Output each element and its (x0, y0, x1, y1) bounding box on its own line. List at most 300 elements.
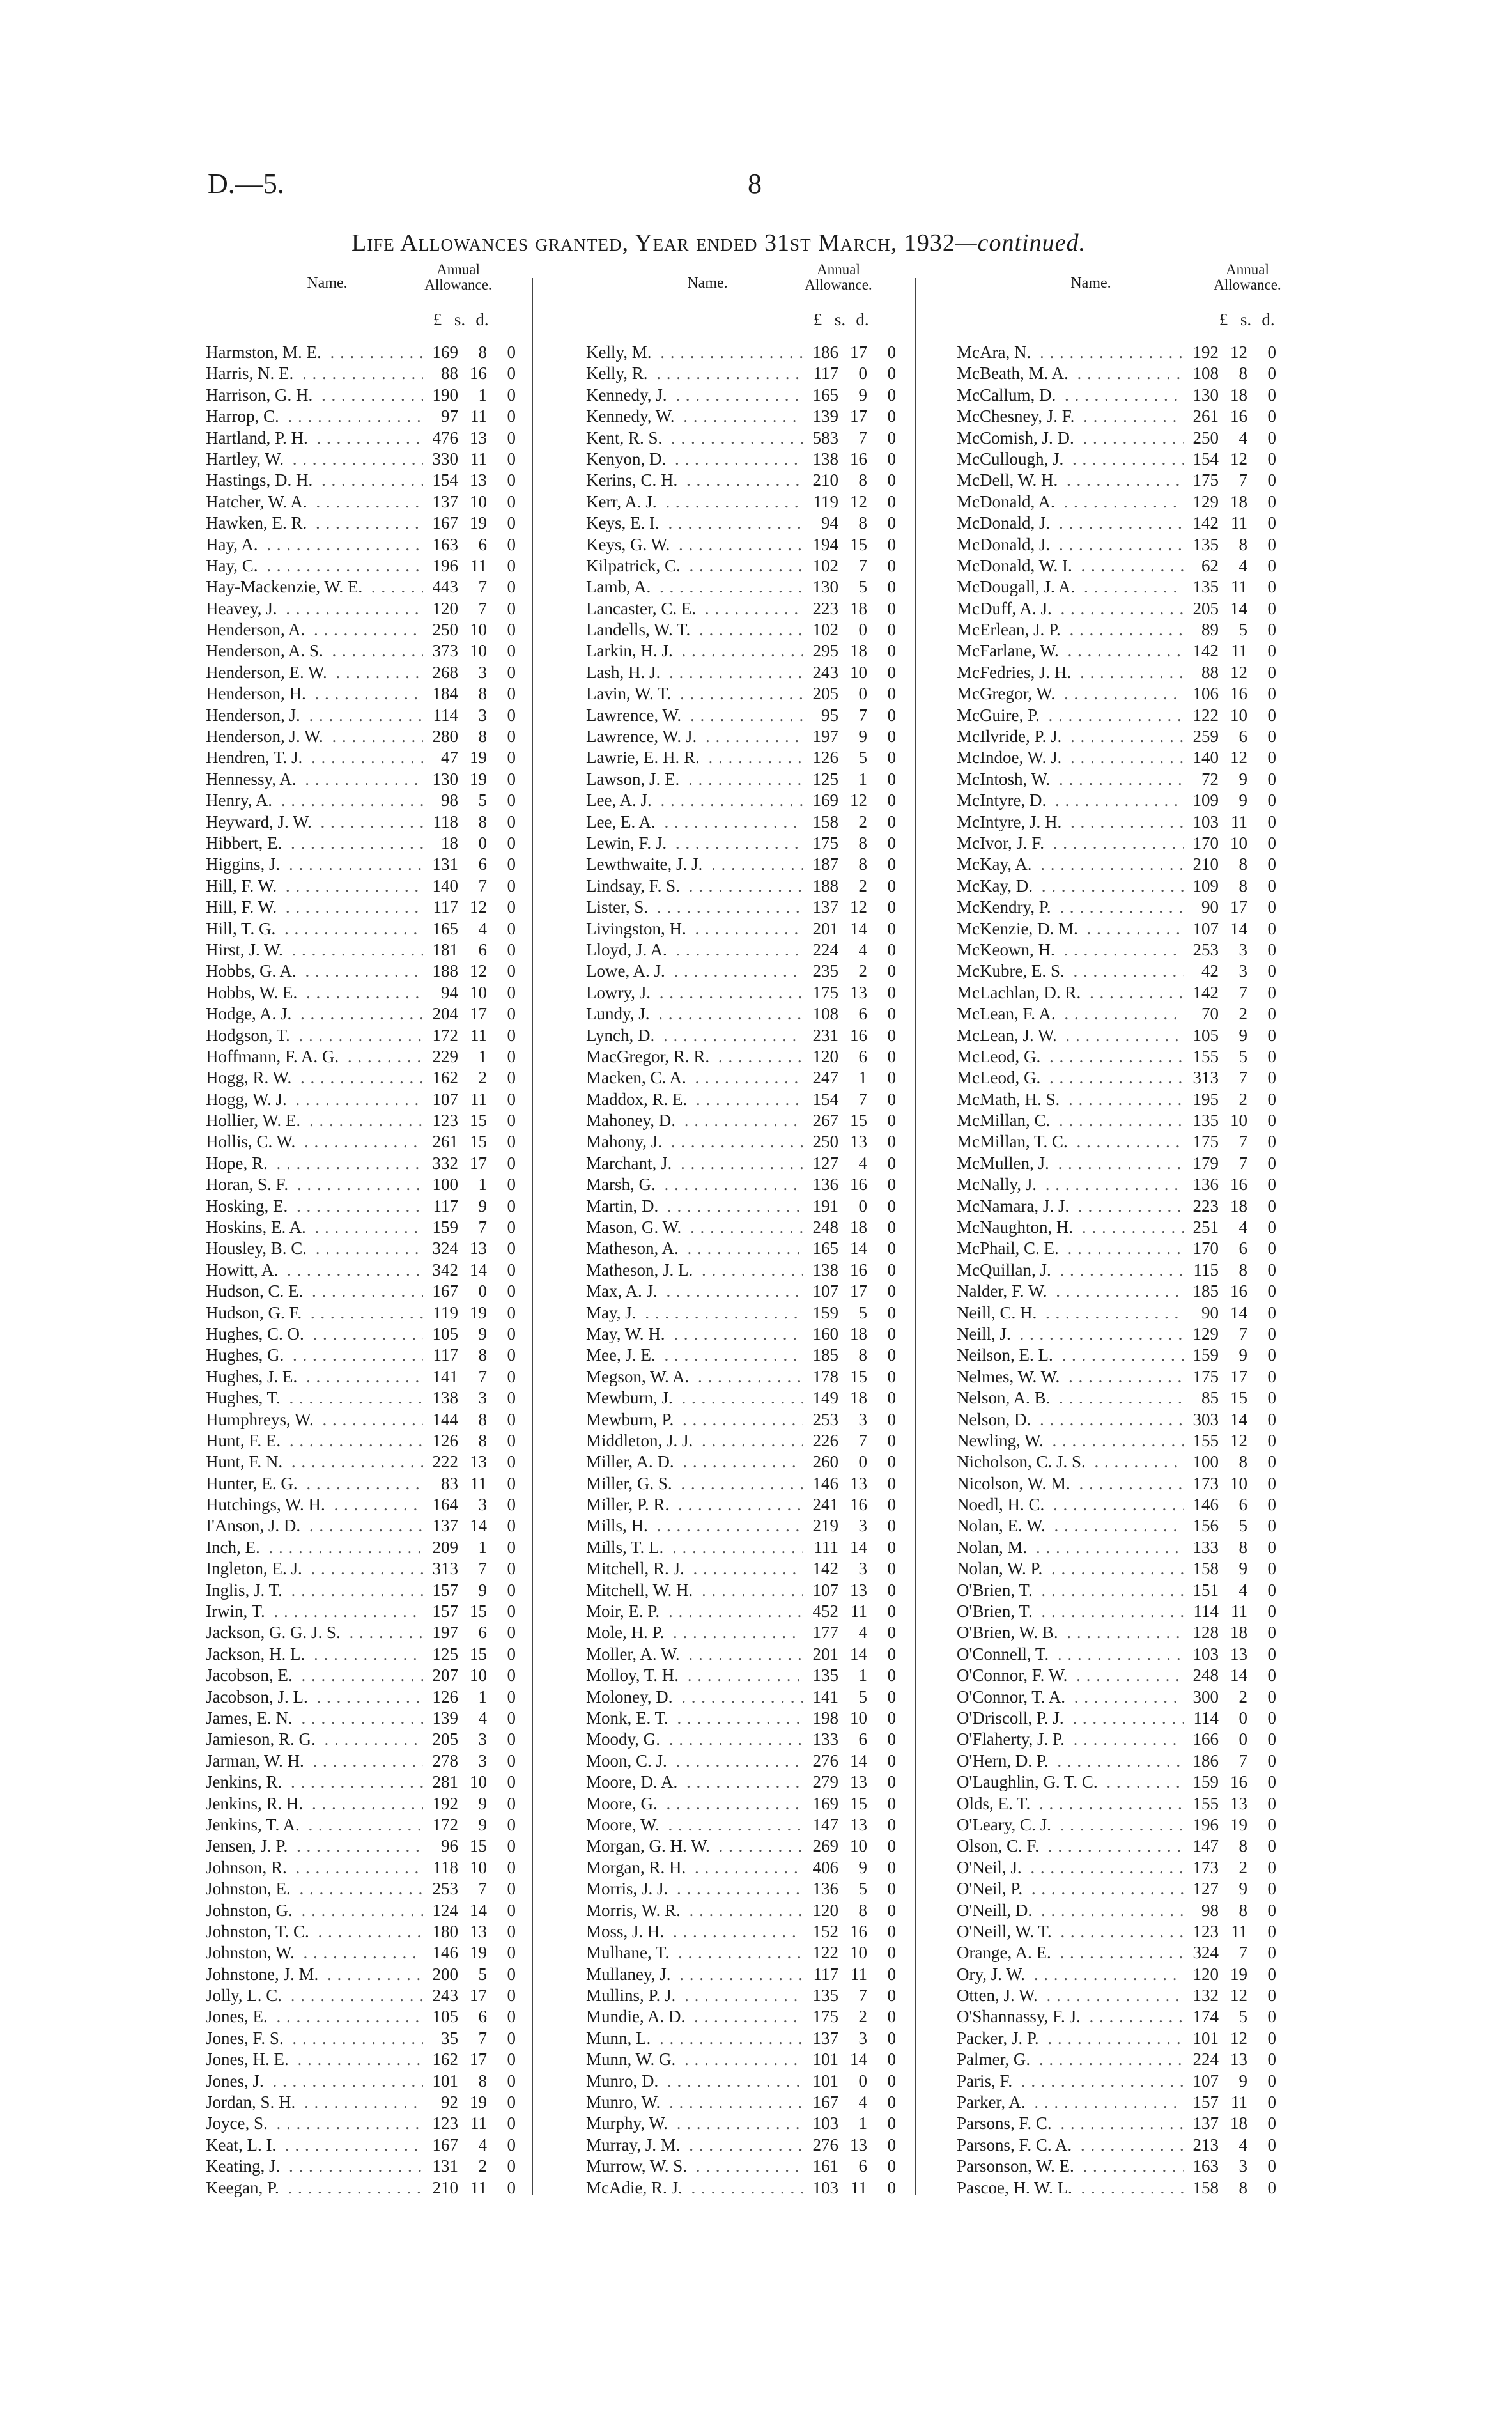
pounds-value: 197 (812, 727, 838, 746)
pence-value: 0 (1267, 1964, 1276, 1984)
recipient-name-text: Moore, D. A. (586, 1772, 681, 1791)
pence-value: 0 (887, 2092, 896, 2112)
recipient-name (957, 1515, 1184, 1536)
table-row (957, 1025, 1334, 1046)
recipient-name-text: McCallum, D. (957, 385, 1060, 405)
pounds-value: 281 (432, 1772, 458, 1792)
pence-value: 0 (887, 1729, 896, 1749)
recipient-name (206, 1814, 423, 1836)
pounds-value: 222 (432, 1452, 458, 1472)
recipient-name (206, 1366, 423, 1388)
recipient-name-text: Nelmes, W. W. (957, 1367, 1063, 1386)
recipient-name (957, 812, 1184, 833)
table-row (586, 2049, 941, 2070)
shillings-value: 6 (478, 534, 487, 554)
recipient-name (586, 1772, 803, 1793)
table-row (957, 1793, 1334, 1814)
recipient-name-text: Paris, F. (957, 2071, 1016, 2091)
recipient-name (586, 683, 803, 704)
shillings-value: 11 (470, 1473, 487, 1493)
pounds-value: 173 (1192, 1473, 1219, 1493)
recipient-name (957, 1921, 1184, 1942)
pounds-value: 142 (1192, 982, 1219, 1002)
recipient-name-text: O'Leary, C. J. (957, 1815, 1055, 1834)
recipient-name-text: O'Laughlin, G. T. C. (957, 1772, 1102, 1791)
shillings-value: 13 (470, 1452, 487, 1472)
pence-value: 0 (1267, 577, 1276, 597)
shillings-value: 16 (470, 364, 487, 383)
pence-value: 0 (887, 428, 896, 447)
recipient-name (206, 897, 423, 918)
pounds-value: 94 (441, 982, 458, 1002)
table-row (957, 1644, 1334, 1665)
pounds-value: 324 (1192, 1943, 1219, 1963)
recipient-name (206, 491, 423, 513)
pence-value: 0 (1267, 2007, 1276, 2027)
recipient-name (586, 1110, 803, 1131)
recipient-name (206, 385, 423, 406)
recipient-name (586, 1942, 803, 1963)
table-row (957, 576, 1334, 598)
recipient-name (206, 1260, 423, 1281)
pounds-value: 169 (432, 343, 458, 362)
recipient-name-text: Ory, J. W. (957, 1965, 1029, 1984)
shillings-value: 8 (1238, 2177, 1247, 2197)
pounds-value: 105 (432, 1324, 458, 1343)
recipient-name (206, 1345, 423, 1366)
table-row (957, 726, 1334, 747)
recipient-name (586, 1729, 803, 1750)
table-row (586, 1942, 941, 1963)
shillings-value: 2 (1238, 1089, 1247, 1109)
table-row (586, 1985, 941, 2006)
recipient-name-text: Lee, A. J. (586, 791, 656, 810)
shillings-value: 8 (478, 727, 487, 746)
recipient-name (586, 662, 803, 683)
shillings-value: 9 (478, 1580, 487, 1600)
allowances-table (206, 261, 1331, 2197)
pounds-value: 95 (821, 705, 838, 725)
pounds-value: 235 (812, 961, 838, 981)
pounds-value: 101 (812, 2071, 838, 2091)
pounds-value: 120 (812, 1046, 838, 1066)
recipient-name (206, 1665, 423, 1686)
shillings-value: 4 (858, 1623, 867, 1643)
pounds-value: 135 (1192, 1111, 1219, 1131)
pence-value: 0 (887, 876, 896, 895)
table-row (206, 619, 560, 640)
table-row (957, 1303, 1334, 1324)
recipient-name (957, 1665, 1184, 1686)
pence-value: 0 (1267, 1345, 1276, 1365)
shillings-value: 16 (850, 1175, 867, 1195)
recipient-name-text: Johnston, T. C. (206, 1922, 313, 1941)
table-row (206, 1942, 560, 1963)
recipient-name (957, 790, 1184, 811)
pounds-value: 154 (432, 470, 458, 490)
table-row (586, 1964, 941, 1985)
table-row (957, 2006, 1334, 2027)
recipient-name (957, 1985, 1184, 2006)
recipient-name (206, 1964, 423, 1985)
recipient-name-text: Mundie, A. D. (586, 2007, 689, 2026)
table-row (586, 1687, 941, 1708)
shillings-value: 1 (478, 1175, 487, 1195)
pounds-value: 117 (433, 1345, 458, 1365)
shillings-value: 7 (858, 1986, 867, 2006)
pounds-value: 295 (812, 641, 838, 661)
pounds-value: 90 (1201, 897, 1219, 917)
recipient-name-text: Hobbs, G. A. (206, 961, 300, 980)
pounds-value: 175 (812, 2007, 838, 2027)
pence-value: 0 (887, 1900, 896, 1920)
allowance-header-line1: Annual (1226, 261, 1269, 277)
shillings-value: 11 (851, 1602, 867, 1621)
recipient-name-text: Hastings, D. H. (206, 470, 316, 490)
shillings-value: 8 (1238, 1260, 1247, 1280)
table-row (586, 2177, 941, 2199)
shillings-value: 5 (858, 1687, 867, 1706)
recipient-name (586, 1281, 803, 1302)
recipient-name (957, 1345, 1184, 1366)
pence-value: 0 (887, 1281, 896, 1301)
recipient-name-text: McIndoe, W. J. (957, 748, 1065, 767)
recipient-name-text: Kilpatrick, C. (586, 556, 684, 575)
table-row (957, 363, 1334, 384)
table-row (586, 1324, 941, 1345)
pence-value: 0 (887, 1046, 896, 1066)
table-row (206, 1772, 560, 1793)
pounds-value: 166 (1192, 1729, 1219, 1749)
recipient-name-text: Lawson, J. E. (586, 769, 683, 789)
shillings-value: 9 (478, 1196, 487, 1216)
pounds-value: 278 (432, 1751, 458, 1770)
recipient-name (586, 1046, 803, 1067)
table-row (957, 1921, 1334, 1942)
table-row (957, 1131, 1334, 1152)
recipient-name-text: Lancaster, C. E. (586, 599, 700, 618)
table-row (957, 428, 1334, 449)
pounds-value: 195 (1192, 1089, 1219, 1109)
shillings-value: 6 (478, 2007, 487, 2027)
table-row (957, 406, 1334, 427)
table-row (957, 1751, 1334, 1772)
pounds-value: 122 (812, 1943, 838, 1963)
pounds-value: 157 (432, 1602, 458, 1621)
shillings-value: 16 (850, 1025, 867, 1045)
shillings-value: 5 (1238, 2007, 1247, 2027)
recipient-name-text: Lindsay, F. S. (586, 876, 684, 895)
table-row (206, 1558, 560, 1579)
shillings-value: 0 (858, 364, 867, 383)
pounds-value: 269 (812, 1836, 838, 1856)
pence-value: 0 (1267, 1623, 1276, 1643)
recipient-name-text: Kent, R. S. (586, 428, 666, 447)
pence-value: 0 (507, 2135, 516, 2154)
table-row (586, 726, 941, 747)
allowance-header (410, 262, 506, 293)
recipient-name (586, 790, 803, 811)
recipient-name (586, 897, 803, 918)
table-row (957, 812, 1334, 833)
table-row (957, 555, 1334, 576)
pounds-value: 279 (812, 1772, 838, 1792)
shillings-value: 5 (858, 577, 867, 597)
table-row (206, 1622, 560, 1643)
pounds-value: 173 (1192, 1857, 1219, 1877)
recipient-name-text: Landells, W. T. (586, 620, 694, 639)
recipient-name-text: Lundy, J. (586, 1004, 654, 1023)
pence-value: 0 (507, 428, 516, 447)
pounds-value: 342 (432, 1260, 458, 1280)
pence-value: 0 (507, 385, 516, 405)
recipient-name-text: May, J. (586, 1303, 640, 1322)
pence-value: 0 (1267, 1708, 1276, 1728)
shillings-value: 16 (850, 1921, 867, 1941)
recipient-name-text: McErlean, J. P. (957, 620, 1065, 639)
recipient-name (957, 961, 1184, 982)
table-row (957, 1622, 1334, 1643)
pence-value: 0 (1267, 534, 1276, 554)
allowance-header-line2: Allowance. (805, 277, 872, 293)
pence-value: 0 (887, 1793, 896, 1813)
table-row (586, 1046, 941, 1067)
recipient-name-text: Kelly, M. (586, 343, 656, 362)
recipient-name (586, 2156, 803, 2177)
shillings-value: 7 (1238, 1068, 1247, 1088)
pounds-value: 192 (1192, 343, 1219, 362)
recipient-name (586, 1451, 803, 1473)
pence-value: 0 (887, 1580, 896, 1600)
pence-value: 0 (507, 1196, 516, 1216)
pounds-value: 175 (812, 982, 838, 1002)
recipient-name (586, 2049, 803, 2070)
pounds-value: 146 (1192, 1495, 1219, 1515)
pounds-value: 107 (812, 1580, 838, 1600)
recipient-name (586, 1260, 803, 1281)
table-row (957, 769, 1334, 790)
pounds-value: 62 (1201, 555, 1219, 575)
pence-value: 0 (1267, 684, 1276, 704)
shillings-value: 18 (850, 641, 867, 661)
shillings-value: 8 (858, 833, 867, 853)
recipient-name (206, 683, 423, 704)
pounds-value: 117 (433, 897, 458, 917)
pounds-value: 140 (1192, 748, 1219, 768)
table-row (206, 640, 560, 661)
shillings-value: 7 (858, 555, 867, 575)
table-row (206, 1217, 560, 1238)
recipient-name (957, 1196, 1184, 1217)
recipient-name (586, 1473, 803, 1494)
shillings-value: 7 (478, 598, 487, 618)
shillings-value: 6 (858, 2156, 867, 2176)
shillings-value: 8 (1238, 534, 1247, 554)
shillings-value: 17 (470, 2050, 487, 2069)
table-row (957, 1238, 1334, 1259)
recipient-name (586, 1153, 803, 1174)
shillings-value: 9 (478, 1793, 487, 1813)
pence-value: 0 (1267, 1495, 1276, 1515)
shillings-value: 9 (1238, 1559, 1247, 1579)
pounds-value: 123 (432, 2114, 458, 2133)
table-row (586, 2071, 941, 2092)
shillings-value: 0 (858, 684, 867, 704)
recipient-name-text: Lloyd, J. A. (586, 940, 671, 959)
pence-value: 0 (887, 748, 896, 768)
pence-value: 0 (887, 791, 896, 810)
table-row (957, 1580, 1334, 1601)
pounds-value: 231 (812, 1025, 838, 1045)
table-row (957, 854, 1334, 875)
table-column-2 (586, 261, 941, 2197)
shillings-value: 5 (1238, 1046, 1247, 1066)
recipient-name (957, 2049, 1184, 2070)
shillings-value: 9 (1238, 1025, 1247, 1045)
recipient-name-text: Heyward, J. W. (206, 812, 316, 831)
recipient-name (957, 2135, 1184, 2156)
recipient-name-text: Martin, D. (586, 1196, 662, 1216)
table-row (957, 1067, 1334, 1088)
table-row (586, 854, 941, 875)
shillings-value: 17 (470, 1153, 487, 1173)
recipient-name-text: Hutchings, W. H. (206, 1495, 329, 1514)
pounds-value: 96 (441, 1836, 458, 1856)
table-row (206, 1878, 560, 1899)
pence-value: 0 (1267, 1986, 1276, 2006)
pounds-value: 155 (1192, 1793, 1219, 1813)
table-row (957, 982, 1334, 1003)
pounds-value: 185 (812, 1345, 838, 1365)
shillings-value: 11 (1231, 1921, 1247, 1941)
shillings-value: 7 (1238, 470, 1247, 490)
pence-value: 0 (1267, 2050, 1276, 2069)
shillings-value: 13 (850, 2135, 867, 2154)
pence-value: 0 (1267, 1303, 1276, 1322)
shillings-value: 19 (470, 1303, 487, 1322)
recipient-name-text: Henderson, E. W. (206, 663, 331, 682)
table-row (957, 2177, 1334, 2199)
pounds-value: 213 (1192, 2135, 1219, 2154)
pounds-value: 117 (813, 1964, 838, 1984)
shillings-value: 1 (478, 1537, 487, 1557)
shillings-value: 7 (858, 428, 867, 447)
recipient-name-text: Munro, W. (586, 2092, 664, 2112)
table-row (206, 1451, 560, 1473)
shillings-value: 10 (1230, 1473, 1247, 1493)
recipient-name (957, 428, 1184, 449)
pence-value: 0 (507, 534, 516, 554)
pounds-value: 160 (812, 1324, 838, 1343)
table-row (586, 1409, 941, 1430)
shillings-value: 10 (470, 982, 487, 1002)
table-row (206, 1601, 560, 1622)
pounds-value: 188 (432, 961, 458, 981)
shillings-value: 2 (858, 876, 867, 895)
recipient-name-text: McDell, W. H. (957, 470, 1061, 490)
recipient-name (206, 1580, 423, 1601)
pounds-value: 42 (1201, 961, 1219, 981)
pounds-value: 147 (812, 1814, 838, 1834)
pence-value: 0 (1267, 1068, 1276, 1088)
pence-value: 0 (507, 1986, 516, 2006)
pence-value: 0 (1267, 769, 1276, 789)
table-row (206, 833, 560, 854)
recipient-name (206, 2113, 423, 2134)
pounds-value: 175 (1192, 470, 1219, 490)
table-row (586, 2156, 941, 2177)
shillings-value: 14 (470, 1900, 487, 1920)
currency-header (426, 310, 522, 330)
pounds-value: 101 (432, 2071, 458, 2091)
shillings-value: 7 (1238, 982, 1247, 1002)
pence-value: 0 (887, 2177, 896, 2197)
table-row (957, 1964, 1334, 1985)
pence-value: 0 (507, 1814, 516, 1834)
table-row (206, 1303, 560, 1324)
pence-value: 0 (887, 982, 896, 1002)
recipient-name (586, 1366, 803, 1388)
shillings-value: 7 (478, 577, 487, 597)
pounds-value: 161 (812, 2156, 838, 2176)
recipient-name-text: Munn, L. (586, 2029, 654, 2048)
pounds-value: 248 (812, 1218, 838, 1237)
shillings-value: 11 (1231, 812, 1247, 831)
pounds-value: 200 (432, 1964, 458, 1984)
recipient-name (206, 812, 423, 833)
shillings-value: 8 (478, 684, 487, 704)
table-row (206, 2049, 560, 2070)
pounds-value: 267 (812, 1111, 838, 1131)
recipient-name (586, 939, 803, 961)
table-title-main: Life Allowances granted, Year ended 31st March, 1932 (351, 229, 955, 256)
recipient-name (586, 1025, 803, 1046)
shillings-value: 10 (1230, 705, 1247, 725)
pence-value: 0 (507, 1559, 516, 1579)
pence-value: 0 (507, 620, 516, 640)
recipient-name (957, 833, 1184, 854)
shillings-value: 5 (478, 791, 487, 810)
table-row (957, 1708, 1334, 1729)
pounds-value: 129 (1192, 1324, 1219, 1343)
pence-value: 0 (887, 555, 896, 575)
pounds-value: 88 (441, 364, 458, 383)
pounds-value: 330 (432, 449, 458, 468)
table-row (957, 470, 1334, 491)
shillings-value: 1 (478, 1046, 487, 1066)
shillings-value: 0 (478, 833, 487, 853)
pounds-value: 127 (1192, 1879, 1219, 1899)
shillings-value: 1 (858, 1666, 867, 1685)
pence-value: 0 (507, 662, 516, 682)
recipient-name-text: Moore, W. (586, 1815, 663, 1834)
recipient-name-text: Humphreys, W. (206, 1410, 318, 1429)
pence-value: 0 (507, 1239, 516, 1258)
pounds-value: 154 (812, 1089, 838, 1109)
shillings-value: 18 (1230, 385, 1247, 405)
recipient-name (586, 2177, 803, 2199)
recipient-name (957, 534, 1184, 555)
recipient-name-text: Hirst, J. W. (206, 940, 287, 959)
recipient-name-text: O'Driscoll, P. J. (957, 1708, 1068, 1728)
pence-value: 0 (507, 1366, 516, 1386)
pounds-value: 106 (1192, 684, 1219, 704)
table-row (957, 449, 1334, 470)
table-row (206, 1708, 560, 1729)
recipient-name-text: Lewin, F. J. (586, 833, 670, 853)
pounds-value: 260 (812, 1452, 838, 1472)
pounds-value: 164 (432, 1495, 458, 1515)
